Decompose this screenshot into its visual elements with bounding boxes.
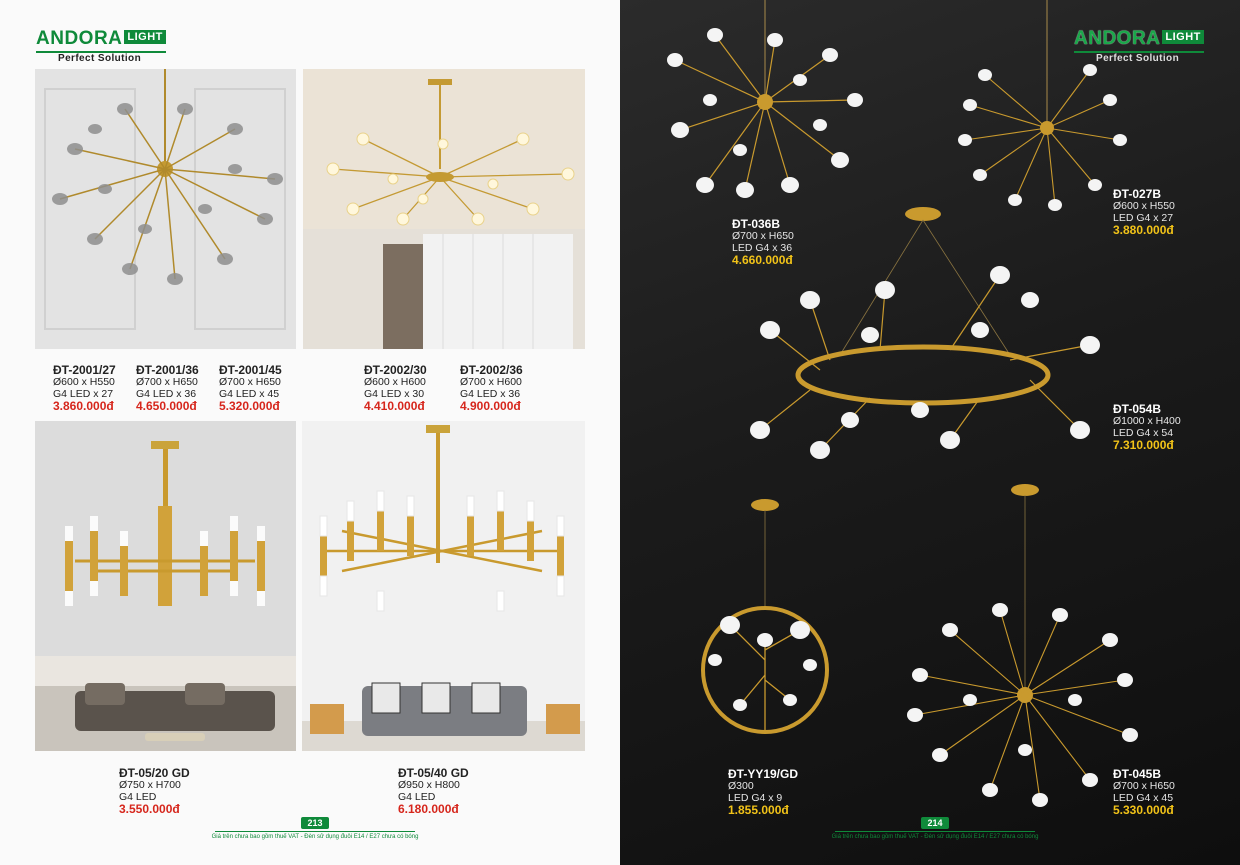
product-price: 4.410.000đ (364, 399, 425, 413)
product-DT-05-40-GD (398, 767, 469, 815)
photo-branch-chandelier-clear (303, 69, 585, 349)
product-code: ĐT-054B (1113, 402, 1162, 416)
product-price: 3.550.000đ (119, 802, 180, 816)
product-led: G4 LED x 45 (219, 388, 280, 400)
product-DT-YY19-GD (728, 768, 798, 816)
footer-note: Giá trên chưa bao gồm thuế VAT - Đèn sử dụng đuôi E14 / E27 chưa có bóng (831, 834, 1039, 840)
brand-name-light: LIGHT (1162, 30, 1204, 44)
product-DT-2002-36 (460, 364, 523, 412)
page-footer (800, 817, 1070, 840)
brand-name-light: LIGHT (124, 30, 166, 44)
product-price: 1.855.000đ (728, 803, 789, 817)
product-size: Ø700 x H650 (1113, 780, 1175, 792)
product-size: Ø600 x H550 (1113, 200, 1175, 212)
lamp-045B (907, 484, 1138, 807)
product-size: Ø700 x H650 (219, 376, 281, 388)
product-size: Ø750 x H700 (119, 779, 181, 791)
product-code: ĐT-036B (732, 217, 781, 231)
product-price: 3.860.000đ (53, 399, 114, 413)
product-code: ĐT-YY19/GD (728, 767, 799, 781)
product-size: Ø950 x H800 (398, 779, 460, 791)
product-price: 6.180.000đ (398, 802, 459, 816)
footer-note: Giá trên chưa bao gồm thuế VAT - Đèn sử dụng đuôi E14 / E27 chưa có bóng (211, 834, 419, 840)
product-price: 4.660.000đ (732, 253, 793, 267)
product-led: LED G4 x 36 (732, 242, 793, 254)
product-code: ĐT-05/20 GD (119, 766, 190, 780)
product-DT-2001-45 (219, 364, 282, 412)
product-price: 5.330.000đ (1113, 803, 1174, 817)
product-DT-036B (732, 218, 794, 266)
product-price: 4.650.000đ (136, 399, 197, 413)
brand-name: ANDORA (36, 28, 123, 49)
product-led: G4 LED x 36 (136, 388, 197, 400)
photo-gold-tube-chandelier-40 (302, 421, 585, 751)
product-led: G4 LED x 36 (460, 388, 521, 400)
product-size: Ø600 x H550 (53, 376, 115, 388)
product-price: 5.320.000đ (219, 399, 280, 413)
product-size: Ø600 x H600 (364, 376, 426, 388)
brand-tagline: Perfect Solution (58, 53, 142, 64)
product-size: Ø700 x H650 (732, 230, 794, 242)
product-price: 3.880.000đ (1113, 223, 1174, 237)
product-led: LED G4 x 45 (1113, 792, 1174, 804)
product-code: ĐT-2002/36 (460, 363, 523, 377)
brand-tagline: Perfect Solution (1096, 53, 1180, 64)
footer-line (215, 831, 415, 832)
product-code: ĐT-05/40 GD (398, 766, 469, 780)
product-DT-2002-30 (364, 364, 427, 412)
lamp-YY19 (703, 499, 827, 732)
product-led: LED G4 x 27 (1113, 212, 1174, 224)
brand-name: ANDORA (1074, 28, 1161, 49)
product-size: Ø700 x H650 (136, 376, 198, 388)
product-DT-2001-36 (136, 364, 199, 412)
product-led: LED G4 x 9 (728, 792, 783, 804)
lamp-054B (750, 207, 1100, 459)
product-price: 7.310.000đ (1113, 438, 1174, 452)
footer-line (835, 831, 1035, 832)
product-DT-2001-27 (53, 364, 116, 412)
product-led: G4 LED x 27 (53, 388, 114, 400)
product-DT-05-20-GD (119, 767, 190, 815)
product-led: LED G4 x 54 (1113, 427, 1174, 439)
product-led: G4 LED (119, 791, 157, 803)
lamp-036B (667, 0, 863, 198)
product-size: Ø700 x H600 (460, 376, 522, 388)
product-led: G4 LED x 30 (364, 388, 425, 400)
product-code: ĐT-2002/30 (364, 363, 427, 377)
product-size: Ø300 (728, 780, 754, 792)
product-size: Ø1000 x H400 (1113, 415, 1181, 427)
product-code: ĐT-2001/27 (53, 363, 116, 377)
product-price: 4.900.000đ (460, 399, 521, 413)
product-code: ĐT-2001/45 (219, 363, 282, 377)
product-code: ĐT-027B (1113, 187, 1162, 201)
lamp-027B (958, 0, 1127, 211)
page-number: 214 (921, 817, 948, 829)
product-led: G4 LED (398, 791, 436, 803)
product-DT-045B (1113, 768, 1175, 816)
photo-branch-chandelier-smoke (35, 69, 296, 349)
product-DT-027B (1113, 188, 1175, 236)
right-page (620, 0, 1240, 865)
brand-logo (36, 28, 166, 64)
page-footer (180, 817, 450, 840)
product-code: ĐT-045B (1113, 767, 1162, 781)
photo-gold-tube-chandelier-20 (35, 421, 296, 751)
product-DT-054B (1113, 403, 1181, 451)
page-number: 213 (301, 817, 328, 829)
product-code: ĐT-2001/36 (136, 363, 199, 377)
